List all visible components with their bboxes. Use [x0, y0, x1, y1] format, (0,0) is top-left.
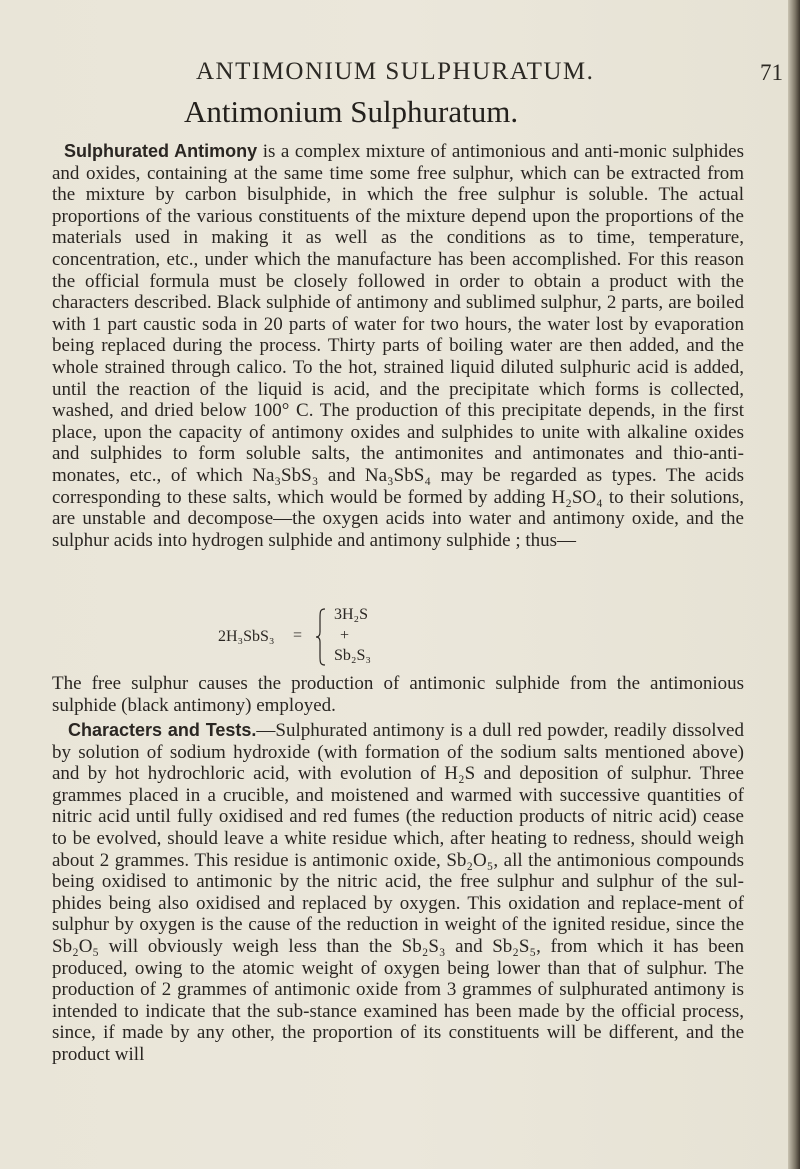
- paragraph-description: [52, 141, 744, 551]
- paragraph-lead: Characters and Tests.: [68, 720, 257, 740]
- paragraph-free-sulphur: [52, 673, 744, 716]
- equation-plus-sign: +: [340, 627, 350, 644]
- running-head: ANTIMONIUM SULPHURATUM.: [196, 58, 595, 85]
- equation-product-top: 3H₂S: [334, 606, 369, 623]
- paragraph-body: is a complex mixture of antimonious and anti-monic sulphides and oxides, containing at the same time some free sulphur, which can be extracted from the mixture by carbon bisulphide, in which the free sulphur is soluble. The actual proportions of the various constituents of the mixture depend upon the proportions of the materials used in making it as well as the conditions as to time, temperature, concentration, etc., under which the manufacture has been accomplished. For this reason the official formula must be closely followed in order to obtain a product with the characters described. Black sulphide of antimony and sublimed sulphur, 2 parts, are boiled with 1 part caustic soda in 20 parts of water for two hours, the water lost by evaporation being replaced during the process. Thirty parts of boiling water are then added, and the whole strained through calico. To the hot, strained liquid diluted sulphuric acid is added, until the reaction of the liquid is acid, and the precipitate which forms is collected, washed, and dried below 100° C. The production of this precipitate depends, in the first place, upon the capacity of antimony oxides and sulphides to unite with alkaline oxides and sulphides to form soluble salts, the antimonites and antimonates and thio-anti-monates, etc., of which Na₃SbS₃ and Na₃SbS₄ may be regarded as types. The acids corresponding to these salts, which would be formed by adding H₂SO₄ to their solutions, are unstable and decompose—the oxygen acids into water and antimony oxide, and the sulphur acids into hydrogen sulphide and antimony sulphide ; thus—: [52, 141, 744, 551]
- equation-equals-sign: =: [293, 627, 303, 644]
- page-number: 71: [760, 60, 783, 85]
- paragraph-characters-tests: [52, 720, 744, 1066]
- equation-product-bottom: Sb₂S₃: [334, 647, 371, 664]
- section-title: Antimonium Sulphuratum.: [184, 94, 519, 129]
- curly-brace-icon: [316, 608, 326, 666]
- equation-left-side: 2H₃SbS₃: [218, 628, 275, 645]
- paragraph-body: The free sulphur causes the production of antimonic sulphide from the antimonious sulphide (black antimony) employed.: [52, 673, 744, 716]
- paragraph-body: —Sulphurated antimony is a dull red powder, readily dissolved by solution of sodium hydroxide (with formation of the sodium salts mentioned above) and by hot hydrochloric acid, with evolution of H₂S and deposition of sulphur. Three grammes placed in a crucible, and moistened and warmed with successive quantities of nitric acid until fully oxidised and red fumes (the reduction products of nitric acid) cease to be evolved, should leave a white residue which, after heating to redness, should weigh about 2 grammes. This residue is antimonic oxide, Sb₂O₅, all the antimonious compounds being oxidised to antimonic by the nitric acid, the free sulphur and sulphur of the sul-phides being also oxidised and replaced by oxygen. This oxidation and replace-ment of sulphur by oxygen is the cause of the reduction in weight of the ignited residue, since the Sb₂O₅ will obviously weigh less than the Sb₂S₃ and Sb₂S₅, from which it has been produced, owing to the atomic weight of oxygen being lower than that of sulphur. The production of 2 grammes of antimonic oxide from 3 grammes of sulphurated antimony is intended to indicate that the sub-stance examined has been made by the official process, since, if made by any other, the proportion of its constituents will be different, and the product will: [52, 720, 744, 1065]
- chemical-equation: [218, 606, 458, 668]
- page-edge-shadow: [788, 0, 800, 1169]
- paragraph-lead: Sulphurated Antimony: [64, 141, 258, 161]
